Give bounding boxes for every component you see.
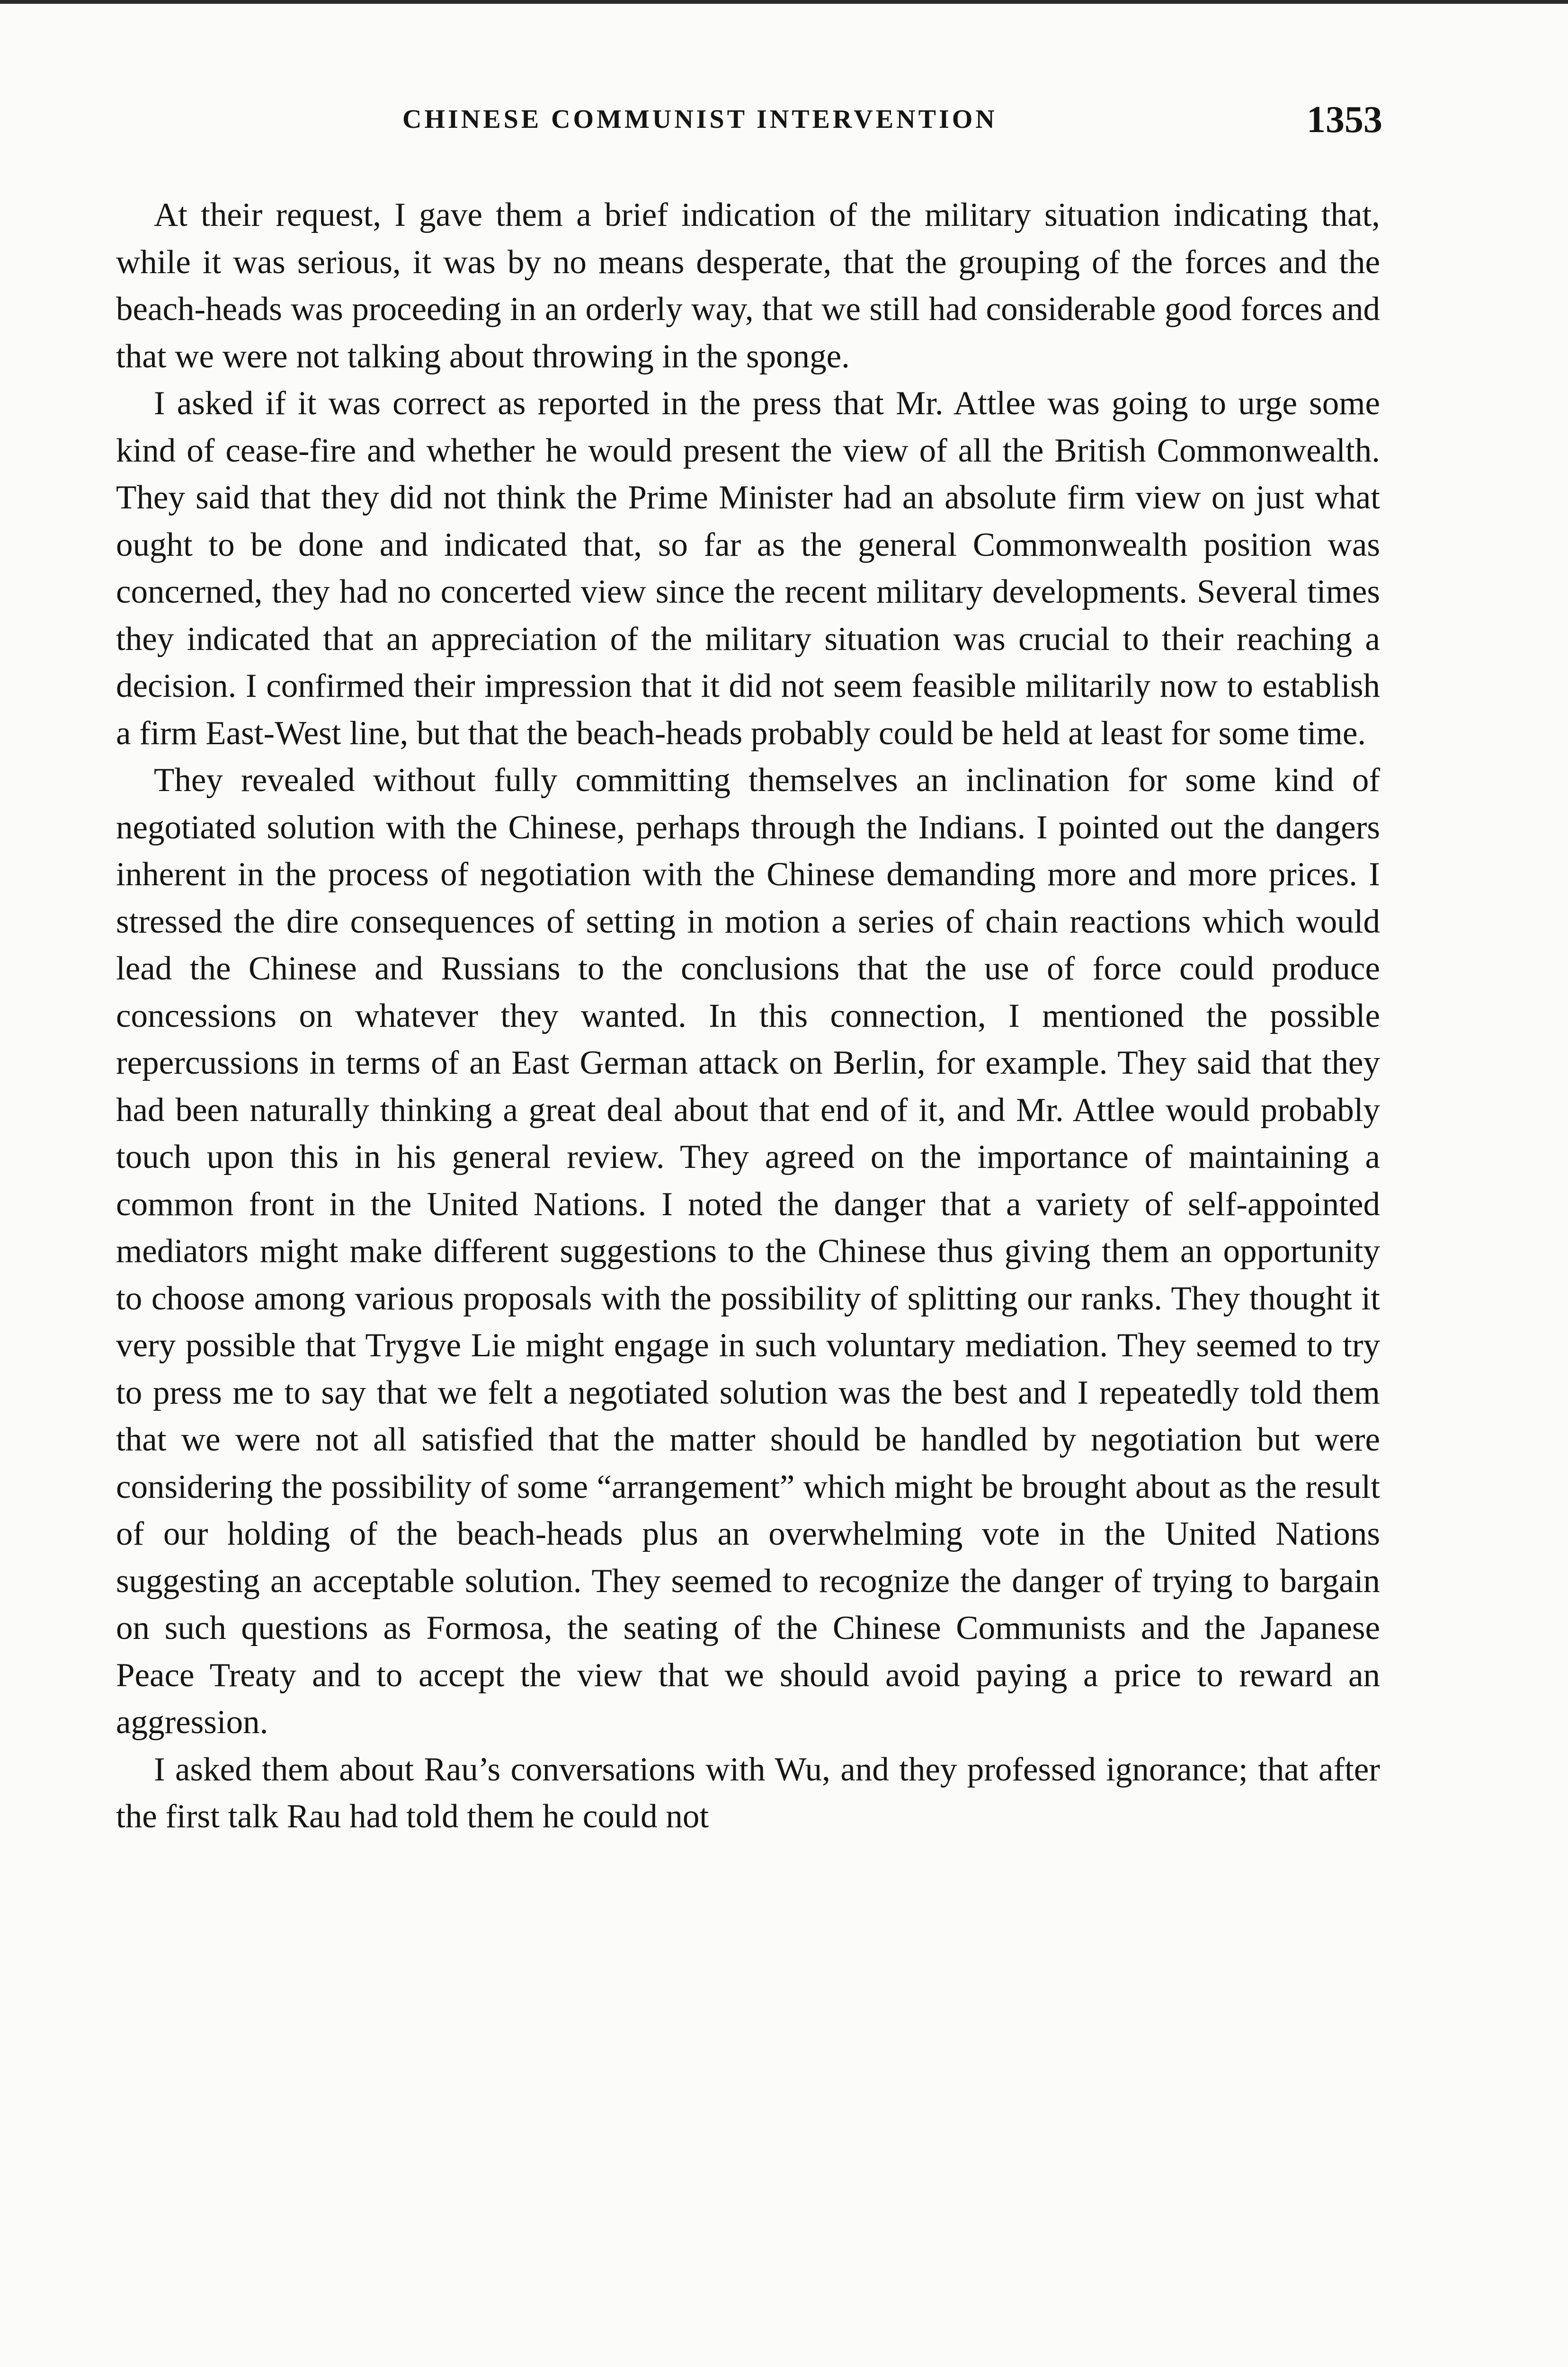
page-number: 1353 [1307,99,1382,141]
running-head: CHINESE COMMUNIST INTERVENTION [402,105,998,134]
paragraph: They revealed without fully committing themselves an inclination for some kind of negotiated solution with the Chinese, perhaps through the Indians. I pointed out the dangers inherent in the process of negotiation with the Chinese demanding more and more prices. I stressed the dire consequences of setting in motion a series of chain reactions which would lead the Chinese and Russians to the conclusions that the use of force could produce concessions on whatever they wanted. In this connection, I mentioned the possible repercussions in terms of an East German attack on Berlin, for example. They said that they had been naturally thinking a great deal about that end of it, and Mr. Attlee would probably touch upon this in his general review. They agreed on the importance of maintaining a common front in the United Nations. I noted the danger that a variety of self-appointed mediators might make different suggestions to the Chinese thus giving them an opportunity to choose among various proposals with the possibility of splitting our ranks. They thought it very possible that Trygve Lie might engage in such voluntary mediation. They seemed to try to press me to say that we felt a negotiated solution was the best and I repeatedly told them that we were not all satisfied that the matter should be handled by negotiation but were considering the possibility of some “arrangement” which might be brought about as the result of our holding of the beach-heads plus an overwhelming vote in the United Nations suggesting an acceptable solution. They seemed to recognize the danger of trying to bargain on such questions as Formosa, the seating of the Chinese Communists and the Japanese Peace Treaty and to accept the view that we should avoid paying a price to reward an aggression. [116,762,1380,1741]
paragraph: I asked if it was correct as reported in the press that Mr. Attlee was going to urge some kind of cease-fire and whether he would present the view of all the British Commonwealth. They said that they did not think the Prime Minister had an absolute firm view on just what ought to be done and indicated that, so far as the general Commonwealth position was concerned, they had no concerted view since the recent military developments. Several times they indicated that an appreciation of the military situation was crucial to their reaching a decision. I confirmed their impression that it did not seem feasible militarily now to establish a firm East-West line, but that the beach-heads probably could be held at least for some time. [116,385,1380,752]
paragraph: At their request, I gave them a brief indication of the military situation indicating that, while it was serious, it was by no means desperate, that the grouping of the forces and the beach-heads was proceeding in an orderly way, that we still had considerable good forces and that we were not talking about throwing in the sponge. [116,196,1380,375]
body-text [116,192,1380,1841]
paragraph: I asked them about Rau’s conversations with Wu, and they professed ignorance; that after the first talk Rau had told them he could not [116,1751,1380,1835]
page-header [369,99,1382,156]
